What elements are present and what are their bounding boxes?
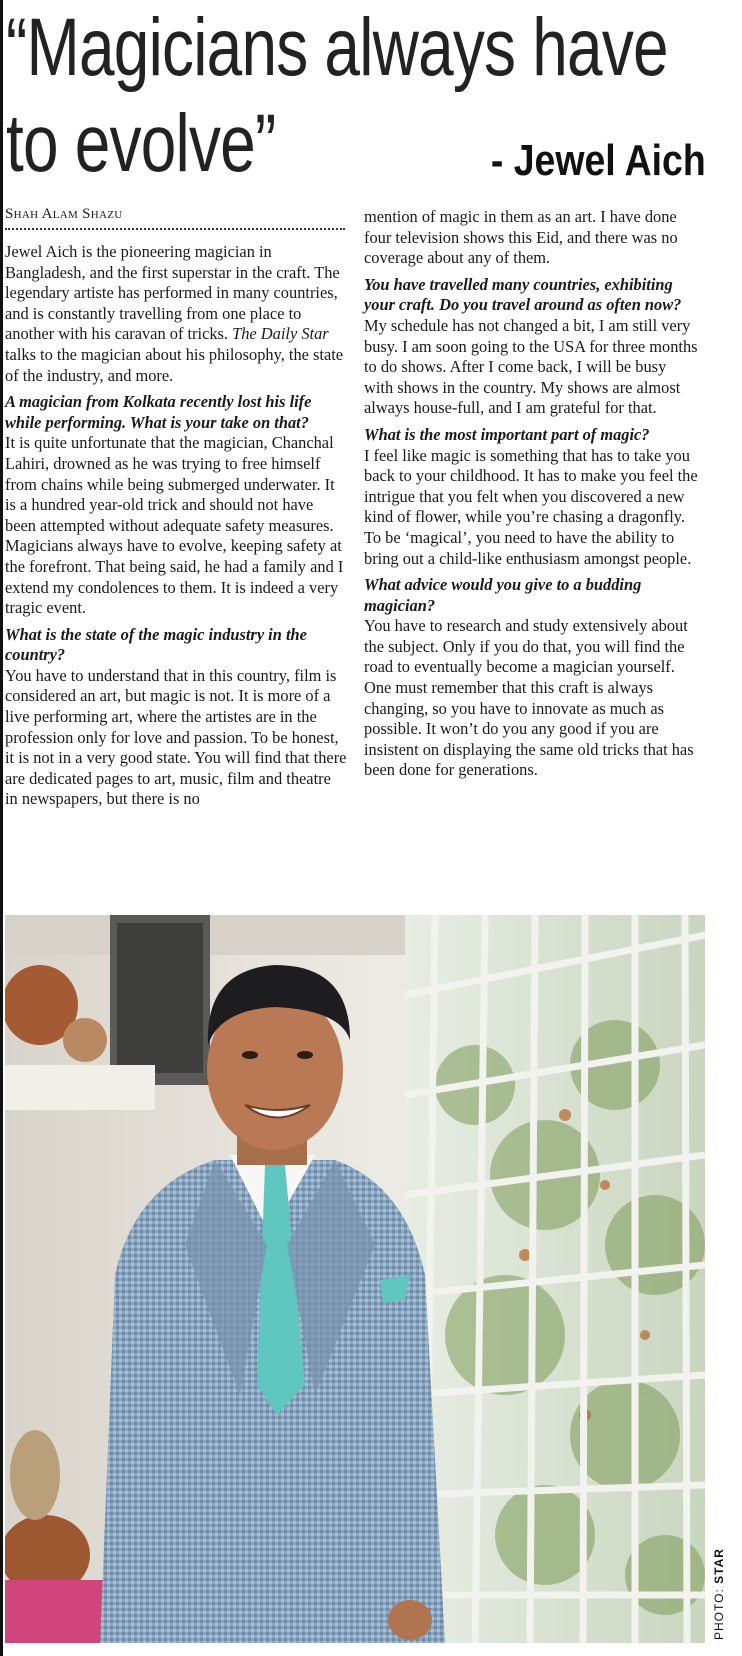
photo-credit-label: PHOTO:: [712, 1583, 726, 1640]
answer-2-part-2: mention of magic in them as an art. I have done four television shows this Eid, and there was no coverage about any of them.: [364, 207, 678, 268]
portrait-illustration: [5, 915, 705, 1643]
answer-5: You have to research and study extensively about the subject. Only if you do that, you will find the road to eventually become a magician yourself. One must remember that this craft is always changing, so you have to innovate as much as possible. It won’t do you any good if you are insistent on displaying the same old tricks that has been done for generations.: [364, 616, 694, 780]
byline-divider: [5, 228, 345, 230]
publication-name: The Daily Star: [232, 324, 329, 344]
portrait-photo: [5, 915, 705, 1643]
answer-2-part-1: You have to understand that in this country, film is considered an art, but magic is not. It is more of a live performing art, where the artistes are in the profession only for love and passion. To be honest, it is not in a very good state. You will find that there are dedicated pages to art, music, film and theatre in newspapers, but there is no: [5, 665, 347, 809]
question-1: A magician from Kolkata recently lost his life while performing. What is your take on that?: [5, 392, 312, 432]
question-3: You have travelled many countries, exhibiting your craft. Do you travel around as often now?: [364, 274, 682, 315]
intro-paragraph: [5, 242, 347, 386]
answer-1: It is quite unfortunate that the magician, Chanchal Lahiri, drowned as he was trying to free himself from chains while being submerged underwater. It is a hundred year-old trick and should not have been attempted without adequate safety measures. Magicians always have to evolve, keeping safety at the forefront. That being said, he had a family and I extend my condolences to them. It is indeed a very tragic event.: [5, 433, 344, 618]
headline-line-2: to evolve”: [6, 98, 276, 189]
question-2: What is the state of the magic industry in the country?: [5, 624, 307, 665]
answer-3: My schedule has not changed a bit, I am still very busy. I am soon going to the USA for three months to do shows. After I come back, I will be busy with shows in the country. My shows are almost always house-full, and I am grateful for that.: [364, 315, 698, 418]
photo-credit: [712, 1548, 726, 1640]
headline-line-1: “Magicians always have: [6, 2, 668, 93]
intro-text-2: talks to the magician about his philosophy, the state of the industry, and more.: [5, 344, 344, 385]
answer-4: I feel like magic is something that has to take you back to your childhood. It has to make you feel the intrigue that you felt when you discovered a new kind of flower, while you’re chasing a dragonfly. To be ‘magical’, you need to have the ability to bring out a child-like enthusiasm amongst people.: [364, 445, 698, 568]
article-column-left: [5, 242, 347, 816]
question-4: What is the most important part of magic?: [364, 424, 650, 444]
byline: Shah Alam Shazu: [5, 206, 123, 222]
wall-shelf: [5, 1065, 155, 1110]
photo-credit-source: STAR: [712, 1548, 726, 1584]
column-rule: [0, 0, 3, 1656]
article-column-right: [364, 207, 698, 787]
intro-text-1: Jewel Aich is the pioneering magician in Bangladesh, and the first superstar in the craft. The legendary artiste has performed in many countries, and is constantly travelling from one place to another with his caravan of tricks.: [5, 242, 340, 344]
headline-attribution: - Jewel Aich: [491, 136, 706, 185]
question-5: What advice would you give to a budding magician?: [364, 575, 642, 615]
